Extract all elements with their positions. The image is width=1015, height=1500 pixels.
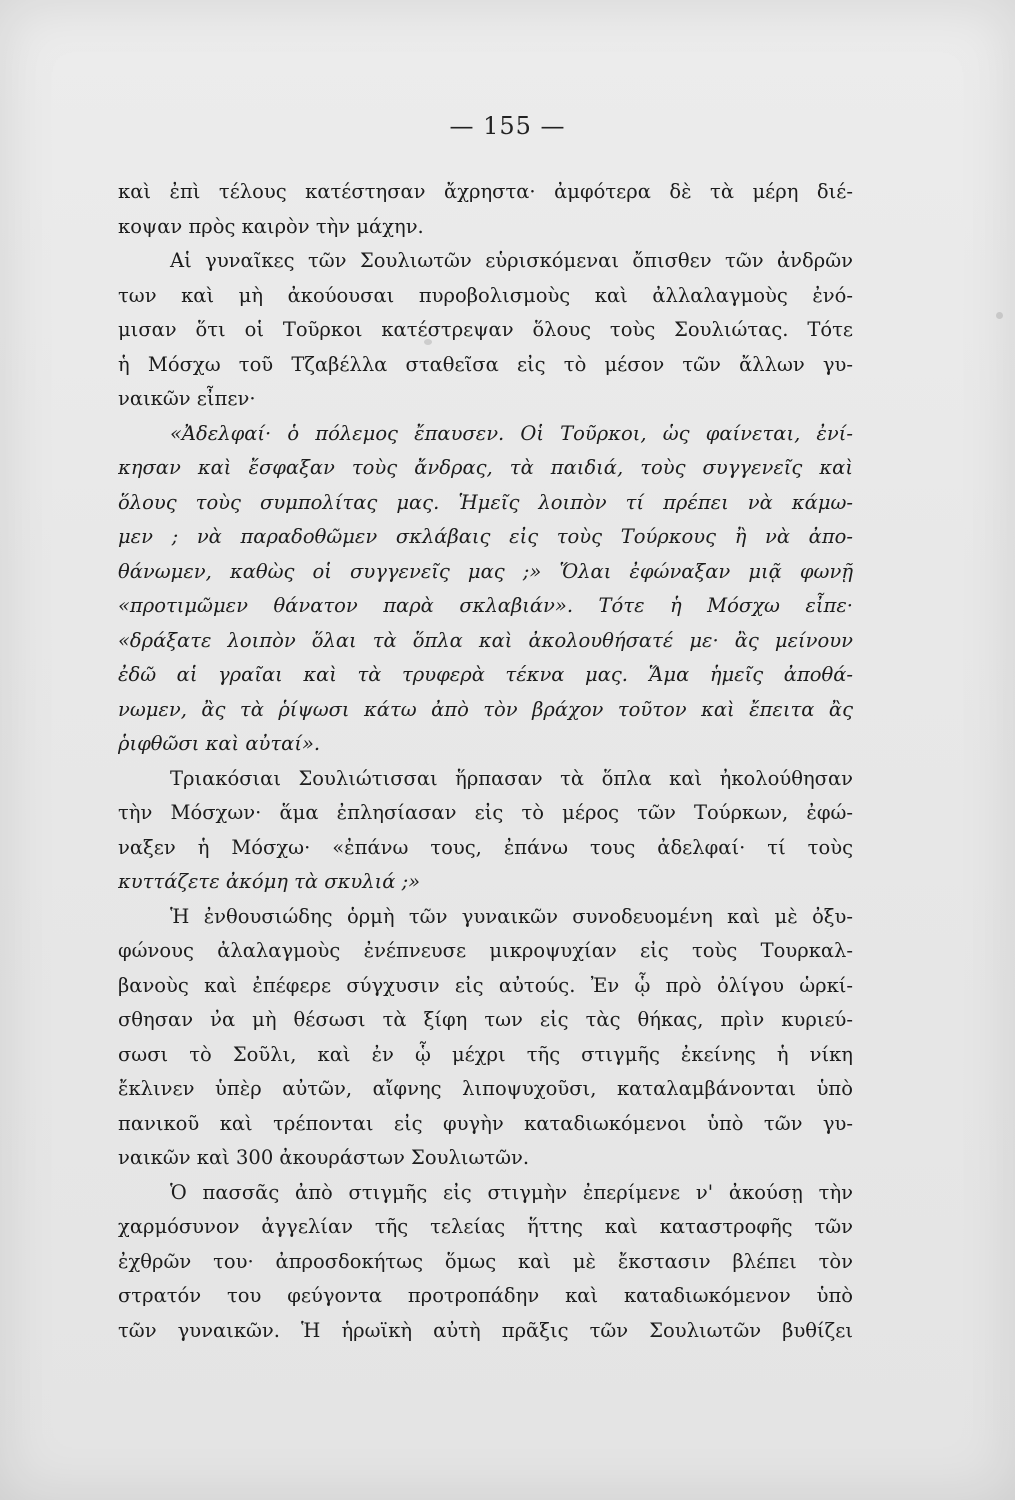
text-line: «Ἀδελφαί· ὁ πόλεμος ἔπαυσεν. Οἱ Τοῦρκοι, ὡς φαίνεται, ἐνί- xyxy=(170,421,853,445)
text-line: σθησαν ν̓α μὴ θέσωσι τὰ ξίφη των εἰς τὰς θήκας, πρὶν κυριεύ- xyxy=(118,1008,853,1031)
text-line: χαρμόσυνον ἀγγελίαν τῆς τελείας ἥττης καὶ καταστροφῆς τῶν xyxy=(118,1215,853,1238)
text-line: των καὶ μὴ ἀκούουσαι πυροβολισμοὺς καὶ ἀλλαλαγμοὺς ἐνό- xyxy=(118,283,853,307)
text-line: σωσι τὸ Σοῦλι, καὶ ἐν ᾧ μέχρι τῆς στιγμῆς ἐκείνης ἡ νίκη xyxy=(118,1042,853,1066)
text-line: μεν ; νὰ παραδοθῶμεν σκλάβαις εἰς τοὺς Τούρκους ἢ νὰ ἀπο- xyxy=(118,525,853,548)
text-line: ἔκλινεν ὑπὲρ αὐτῶν, αἴφνης λιποψυχοῦσι, καταλαμβάνονται ὑπὸ xyxy=(118,1077,853,1100)
text-line: φώνους ἀλαλαγμοὺς ἐνέπνευσε μικροψυχίαν εἰς τοὺς Τουρκαλ- xyxy=(118,939,853,962)
text-line: κυττάζετε ἀκόμη τὰ σκυλιά ;» xyxy=(118,870,421,893)
body-text xyxy=(118,175,853,1348)
text-line: ναξεν ἡ Μόσχω· «ἐπάνω τους, ἐπάνω τους ἀδελφαί· τί τοὺς xyxy=(118,835,853,859)
text-line: ἐχθρῶν του· ἀπροσδοκήτως ὅμως καὶ μὲ ἔκστασιν βλέπει τὸν xyxy=(118,1249,853,1273)
text-line: στρατόν του φεύγοντα προτροπάδην καὶ καταδιωκόμενον ὑπὸ xyxy=(118,1284,853,1307)
text-line: Αἱ γυναῖκες τῶν Σουλιωτῶν εὑρισκόμεναι ὄπισθεν τῶν ἀνδρῶν xyxy=(170,249,853,272)
text-line: θάνωμεν, καθὼς οἱ συγγενεῖς μας ;» Ὅλαι ἐφώναξαν μιᾷ φωνῇ xyxy=(118,559,853,583)
text-line: πανικοῦ καὶ τρέπονται εἰς φυγὴν καταδιωκόμενοι ὑπὸ τῶν γυ- xyxy=(118,1111,853,1135)
text-line: ἡ Μόσχω τοῦ Τζαβέλλα σταθεῖσα εἰς τὸ μέσον τῶν ἄλλων γυ- xyxy=(118,352,853,376)
text-line: νωμεν, ἂς τὰ ῥίψωσι κάτω ἀπὸ τὸν βράχον τοῦτον καὶ ἔπειτα ἂς xyxy=(118,697,853,721)
text-line: Τριακόσιαι Σουλιώτισσαι ἥρπασαν τὰ ὅπλα καὶ ἠκολούθησαν xyxy=(170,766,853,790)
text-line: ναικῶν καὶ 300 ἀκουράστων Σουλιωτῶν. xyxy=(118,1146,530,1169)
text-line: τῶν γυναικῶν. Ἡ ἡρωϊκὴ αὐτὴ πρᾶξις τῶν Σουλιωτῶν βυθίζει xyxy=(118,1318,853,1342)
text-line: «δράξατε λοιπὸν ὅλαι τὰ ὅπλα καὶ ἀκολουθήσατέ με· ἂς μείνουν xyxy=(118,628,853,652)
text-line: καὶ ἐπὶ τέλους κατέστησαν ἄχρηστα· ἀμφότερα δὲ τὰ μέρη διέ- xyxy=(118,180,853,203)
text-line: τὴν Μόσχων· ἅμα ἐπλησίασαν εἰς τὸ μέρος τῶν Τούρκων, ἐφώ- xyxy=(118,801,853,824)
text-line: κησαν καὶ ἔσφαξαν τοὺς ἄνδρας, τὰ παιδιά, τοὺς συγγενεῖς καὶ xyxy=(118,456,853,479)
text-line: ὅλους τοὺς συμπολίτας μας. Ἡμεῖς λοιπὸν τί πρέπει νὰ κάμω- xyxy=(118,490,853,514)
text-line: ῥιφθῶσι καὶ αὐταί». xyxy=(118,732,321,755)
page-number: — 155 — xyxy=(449,112,566,140)
text-line: ναικῶν εἶπεν· xyxy=(118,387,256,410)
text-line: «προτιμῶμεν θάνατον παρὰ σκλαβιάν». Τότε ἡ Μόσχω εἶπε· xyxy=(118,594,853,617)
text-line: κοψαν πρὸς καιρὸν τὴν μάχην. xyxy=(118,214,424,238)
text-line: βανοὺς καὶ ἐπέφερε σύγχυσιν εἰς αὐτούς. Ἐν ᾧ πρὸ ὀλίγου ὡρκί- xyxy=(118,973,853,997)
text-line: ἐδῶ αἱ γραῖαι καὶ τὰ τρυφερὰ τέκνα μας. Ἅμα ἡμεῖς ἀποθά- xyxy=(118,663,853,686)
text-line: Ἡ ἐνθουσιώδης ὁρμὴ τῶν γυναικῶν συνοδευομένη καὶ μὲ ὀξυ- xyxy=(170,904,853,928)
text-line: Ὁ πασσᾶς ἀπὸ στιγμῆς εἰς στιγμὴν ἐπερίμενε ν' ἀκούσῃ τὴν xyxy=(170,1180,853,1204)
ink-blot xyxy=(996,312,1003,319)
text-line: μισαν ὅτι οἱ Τοῦρκοι κατέστρεψαν ὅλους τοὺς Σουλιώτας. Τότε xyxy=(118,318,853,341)
